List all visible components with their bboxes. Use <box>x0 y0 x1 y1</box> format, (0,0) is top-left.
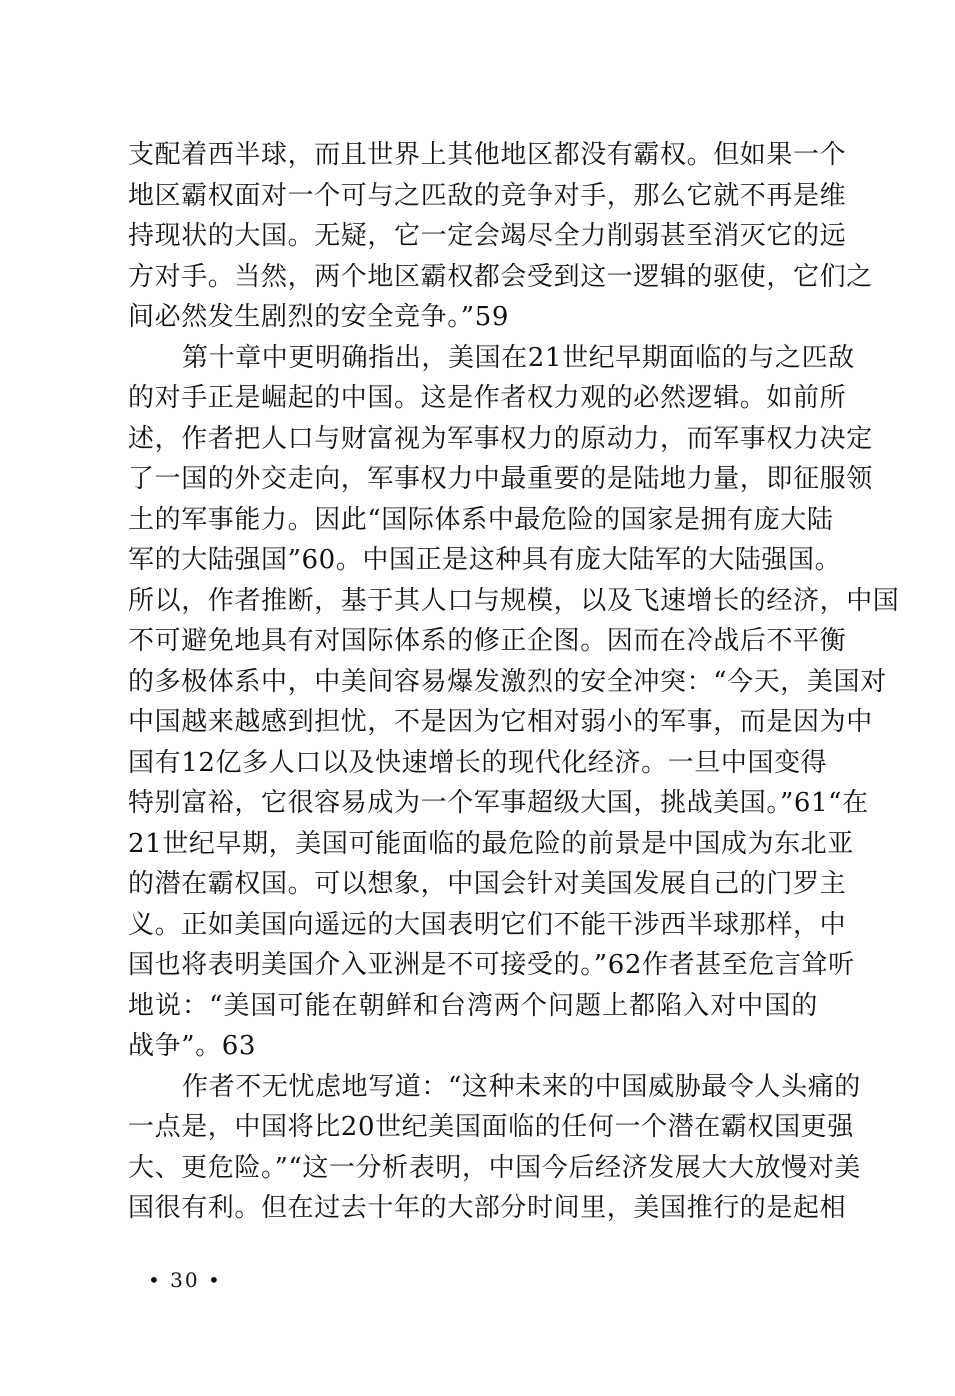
text-line: 一点是，中国将比20世纪美国面临的任何一个潜在霸权国更强 <box>128 1112 854 1142</box>
text-line: 地说：“美国可能在朝鲜和台湾两个问题上都陷入对中国的 <box>128 990 818 1021</box>
text-line: 方对手。当然，两个地区霸权都会受到这一逻辑的驱使，它们之 <box>128 261 873 292</box>
text-line: 战争”。63 <box>128 1031 256 1061</box>
text-line: 特别富裕，它很容易成为一个军事超级大国，挑战美国。”61“在 <box>128 788 869 818</box>
text-line: 的对手正是崛起的中国。这是作者权力观的必然逻辑。如前所 <box>128 383 847 413</box>
paragraph-first-line: 第十章中更明确指出，美国在21世纪早期面临的与之匹敌 <box>182 342 855 373</box>
text-line: 21世纪早期，美国可能面临的最危险的前景是中国成为东北亚 <box>128 828 854 859</box>
paragraph-first-line: 作者不无忧虑地写道：“这种未来的中国威胁最令人头痛的 <box>182 1071 861 1102</box>
text-line: 持现状的大国。无疑，它一定会竭尽全力削弱甚至消灭它的远 <box>128 221 847 251</box>
page-number: • 30 • <box>148 1268 222 1292</box>
text-line: 不可避免地具有对国际体系的修正企图。因而在冷战后不平衡 <box>128 626 847 656</box>
text-line: 述，作者把人口与财富视为军事权力的原动力，而军事权力决定 <box>128 423 873 454</box>
text-line: 了一国的外交走向，军事权力中最重要的是陆地力量，即征服领 <box>128 464 873 494</box>
text-line: 所以，作者推断，基于其人口与规模，以及飞速增长的经济，中国 <box>128 585 900 616</box>
text-line: 的潜在霸权国。可以想象，中国会针对美国发展自己的门罗主 <box>128 869 847 899</box>
body-text <box>128 135 900 1229</box>
text-line: 中国越来越感到担忧，不是因为它相对弱小的军事，而是因为中 <box>128 707 873 737</box>
text-line: 国有12亿多人口以及快速增长的现代化经济。一旦中国变得 <box>128 747 828 778</box>
text-line: 军的大陆强国”60。中国正是这种具有庞大陆军的大陆强国。 <box>128 545 842 575</box>
text-line: 间必然发生剧烈的安全竞争。”59 <box>128 302 509 332</box>
text-line: 国也将表明美国介入亚洲是不可接受的。”62作者甚至危言耸听 <box>128 950 855 980</box>
text-line: 大、更危险。”“这一分析表明，中国今后经济发展大大放慢对美 <box>128 1152 861 1183</box>
text-line: 国很有利。但在过去十年的大部分时间里，美国推行的是起相 <box>128 1193 847 1223</box>
text-line: 支配着西半球，而且世界上其他地区都没有霸权。但如果一个 <box>128 140 847 170</box>
text-line: 土的军事能力。因此“国际体系中最危险的国家是拥有庞大陆 <box>128 504 834 535</box>
text-line: 地区霸权面对一个可与之匹敌的竞争对手，那么它就不再是维 <box>128 180 847 211</box>
text-line: 的多极体系中，中美间容易爆发激烈的安全冲突：“今天，美国对 <box>128 666 887 697</box>
text-line: 义。正如美国向遥远的大国表明它们不能干涉西半球那样，中 <box>128 909 847 940</box>
